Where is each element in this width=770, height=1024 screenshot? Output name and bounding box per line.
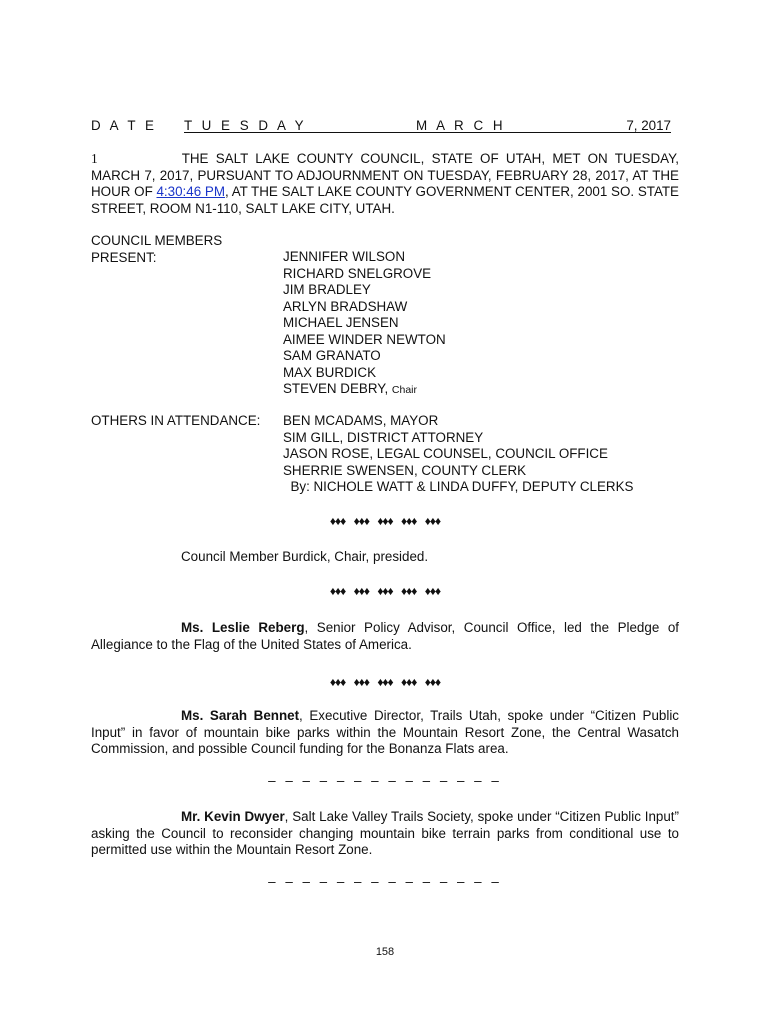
dash-separator: – – – – – – – – – – – – – –: [268, 874, 502, 889]
member-name: MAX BURDICK: [283, 364, 377, 380]
attendee-name: BEN MCADAMS, MAYOR: [283, 413, 439, 428]
bennet-paragraph: [91, 708, 679, 758]
others-list: [283, 413, 633, 496]
member-name-chair: [283, 381, 446, 399]
page-number: 158: [375, 946, 395, 958]
attendee-name: SHERRIE SWENSEN, COUNTY CLERK: [283, 462, 527, 478]
date-year: 7, 2017: [626, 118, 671, 133]
date-label: D A T E: [91, 118, 157, 133]
council-members-label-line1: COUNCIL MEMBERS: [91, 233, 223, 248]
date-day: T U E S D A Y: [184, 118, 307, 133]
opening-paragraph: [91, 151, 679, 217]
chair-name: STEVEN DEBRY,: [283, 381, 389, 396]
council-members-label-line2: PRESENT:: [91, 249, 157, 265]
pledge-paragraph: [91, 620, 679, 653]
dash-separator: – – – – – – – – – – – – – –: [268, 773, 502, 788]
opening-text-after: , AT THE SALT LAKE COUNTY GOVERNMENT CENTER, 2001 SO. STATE STREET, ROOM N1-110, SALT LAKE CITY, UTAH.: [91, 184, 679, 216]
opening-text-before: THE SALT LAKE COUNTY COUNCIL, STATE OF UTAH, MET ON TUESDAY, MARCH 7, 2017, PURSUANT TO ADJOURNMENT ON TUESDAY, FEBRUARY 28, 2017, AT THE HOUR OF: [91, 151, 679, 199]
date-month: M A R C H: [416, 118, 506, 133]
bennet-speaker: Ms. Sarah Bennet: [181, 708, 300, 723]
member-name: JENNIFER WILSON: [283, 249, 406, 264]
others-label: OTHERS IN ATTENDANCE:: [91, 413, 261, 428]
attendee-name: By: NICHOLE WATT & LINDA DUFFY, DEPUTY CLERKS: [283, 479, 634, 494]
member-name: SAM GRANATO: [283, 348, 381, 363]
paragraph-number: 1: [91, 151, 98, 166]
presided-line: Council Member Burdick, Chair, presided.: [181, 549, 429, 564]
dwyer-paragraph: [91, 809, 679, 859]
chair-note: Chair: [391, 384, 418, 396]
pledge-text: , Senior Policy Advisor, Council Office, led the Pledge of Allegiance to the Flag of the United States of America.: [91, 620, 679, 652]
attendee-name: SIM GILL, DISTRICT ATTORNEY: [283, 429, 484, 445]
member-name: MICHAEL JENSEN: [283, 315, 399, 330]
bennet-text: , Executive Director, Trails Utah, spoke under “Citizen Public Input” in favor of mountain bike parks within the Mountain Resort Zone, the Central Wasatch Commission, and possible Council funding for the Bonanza Flats area.: [91, 708, 679, 756]
dateline: [91, 118, 671, 136]
pledge-speaker: Ms. Leslie Reberg: [181, 620, 305, 635]
diamond-separator: ♦♦♦ ♦♦♦ ♦♦♦ ♦♦♦ ♦♦♦: [329, 584, 441, 598]
diamond-separator: ♦♦♦ ♦♦♦ ♦♦♦ ♦♦♦ ♦♦♦: [329, 514, 441, 528]
time-link[interactable]: 4:30:46 PM: [156, 184, 225, 199]
dwyer-text: , Salt Lake Valley Trails Society, spoke under “Citizen Public Input” asking the Council to reconsider changing mountain bike terrain parks from conditional use to permitted use within the Mountain Resort Zone.: [91, 809, 679, 857]
member-name: AIMEE WINDER NEWTON: [283, 331, 446, 347]
member-name: ARLYN BRADSHAW: [283, 298, 408, 314]
council-members-label: [91, 233, 222, 266]
council-members-list: [283, 249, 446, 399]
member-name: RICHARD SNELGROVE: [283, 265, 432, 281]
attendee-name: JASON ROSE, LEGAL COUNSEL, COUNCIL OFFICE: [283, 446, 608, 461]
dwyer-speaker: Mr. Kevin Dwyer: [181, 809, 285, 824]
member-name: JIM BRADLEY: [283, 282, 371, 297]
diamond-separator: ♦♦♦ ♦♦♦ ♦♦♦ ♦♦♦ ♦♦♦: [329, 675, 441, 689]
